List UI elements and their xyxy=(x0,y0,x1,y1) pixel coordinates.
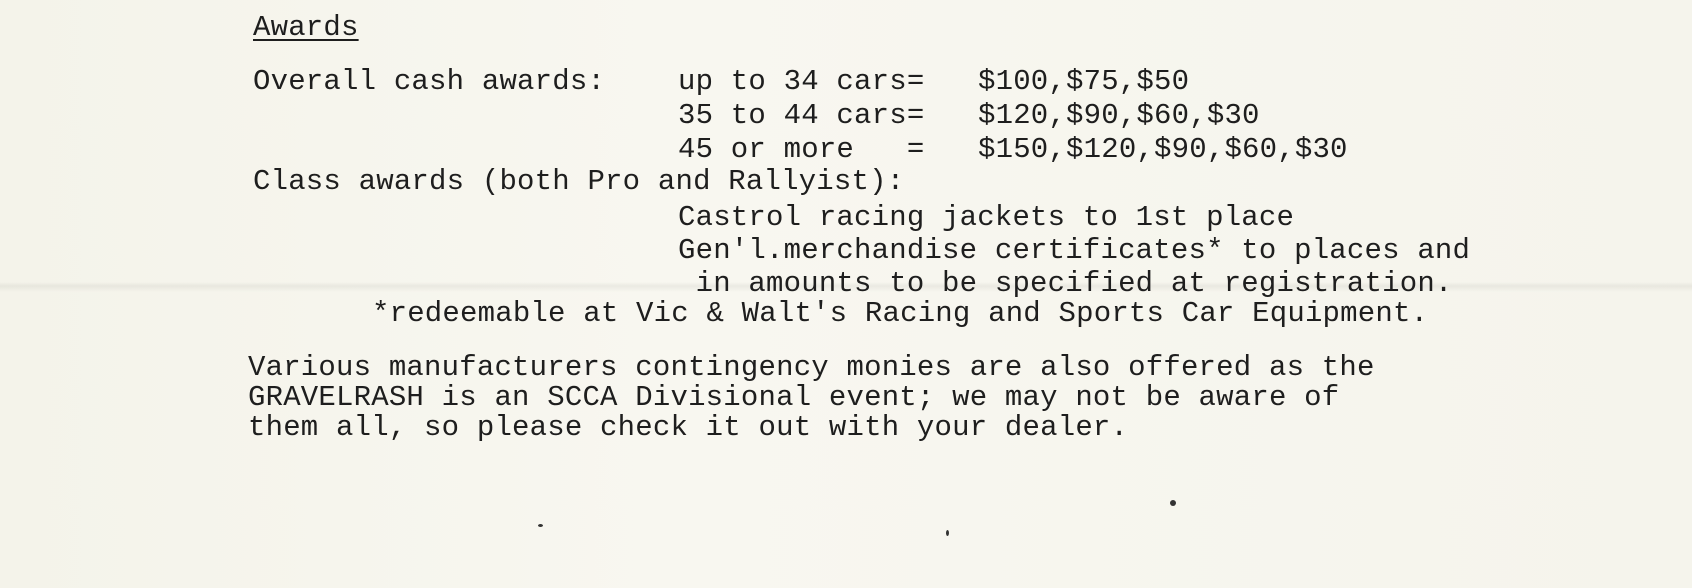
overall-row-amounts: $100,$75,$50 xyxy=(978,65,1190,98)
overall-row-amounts: $150,$120,$90,$60,$30 xyxy=(978,133,1348,166)
ink-speck xyxy=(946,530,949,536)
overall-row-range: 45 or more = xyxy=(678,133,925,166)
ink-speck xyxy=(538,524,543,527)
overall-row-range: 35 to 44 cars= xyxy=(678,99,925,132)
class-award-line: Gen'l.merchandise certificates* to places and xyxy=(678,234,1471,267)
contingency-line: them all, so please check it out with your dealer. xyxy=(248,411,1129,444)
class-awards-label: Class awards (both Pro and Rallyist): xyxy=(253,165,905,198)
overall-row-range: up to 34 cars= xyxy=(678,65,925,98)
ink-speck xyxy=(1170,500,1176,506)
awards-heading: Awards xyxy=(253,11,359,44)
contingency-line: GRAVELRASH is an SCCA Divisional event; we may not be aware of xyxy=(248,381,1340,414)
overall-awards-label: Overall cash awards: xyxy=(253,65,606,98)
class-award-line: Castrol racing jackets to 1st place xyxy=(678,201,1295,234)
overall-row-amounts: $120,$90,$60,$30 xyxy=(978,99,1260,132)
redeemable-footnote: *redeemable at Vic & Walt's Racing and Sports Car Equipment. xyxy=(372,297,1429,330)
class-award-line: in amounts to be specified at registration. xyxy=(678,267,1453,300)
contingency-line: Various manufacturers contingency monies are also offered as the xyxy=(248,351,1375,384)
